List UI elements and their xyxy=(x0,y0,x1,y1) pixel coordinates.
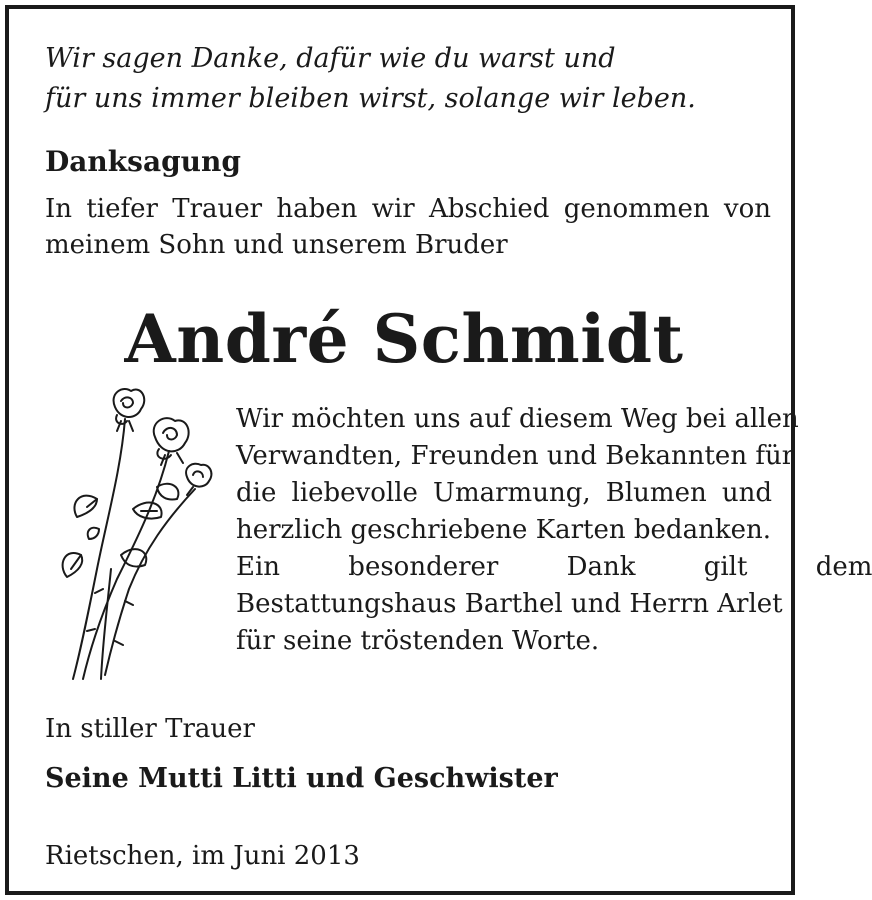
signature: Seine Mutti Litti und Geschwister xyxy=(45,763,558,794)
thanks-line: für seine tröstenden Worte. xyxy=(236,626,600,656)
obituary-notice xyxy=(5,5,872,895)
thanks-line: Verwandten, Freunden und Bekannten für xyxy=(236,441,795,471)
motto-line-2: für uns immer bleiben wirst, solange wir leben. xyxy=(45,83,696,114)
thanks-paragraph xyxy=(236,401,872,660)
thanks-line: Ein besonderer Dank gilt dem xyxy=(236,552,872,582)
motto-verse xyxy=(45,39,745,119)
place-date: Rietschen, im Juni 2013 xyxy=(45,841,360,871)
intro-line-2: meinem Sohn und unserem Bruder xyxy=(45,230,508,260)
thanks-line: Wir möchten uns auf diesem Weg bei allen xyxy=(236,404,799,434)
thanks-line: die liebevolle Umarmung, Blumen und xyxy=(236,478,772,508)
thanks-line: Bestattungshaus Barthel und Herrn Arlet xyxy=(236,589,783,619)
intro-line-1: In tiefer Trauer haben wir Abschied genommen von xyxy=(45,194,771,224)
intro-text xyxy=(45,191,771,263)
deceased-name: André Schmidt xyxy=(124,300,684,378)
thanks-line: herzlich geschriebene Karten bedanken. xyxy=(236,515,771,545)
motto-line-1: Wir sagen Danke, dafür wie du warst und xyxy=(45,43,616,74)
notice-heading: Danksagung xyxy=(45,145,241,178)
roses-illustration-icon xyxy=(37,379,227,689)
closing-phrase: In stiller Trauer xyxy=(45,714,255,744)
